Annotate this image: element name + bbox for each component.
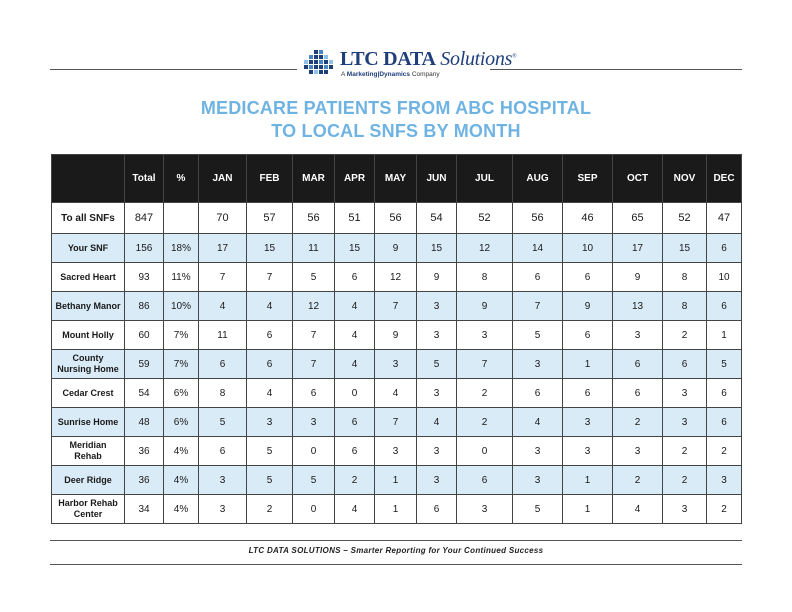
month-cell: 3 bbox=[417, 466, 457, 495]
month-cell: 2 bbox=[663, 321, 707, 350]
month-cell: 0 bbox=[335, 379, 375, 408]
month-cell: 4 bbox=[199, 292, 247, 321]
footer-slogan: Smarter Reporting for Your Continued Success bbox=[350, 546, 544, 555]
logo-tagline-brand: Marketing|Dynamics bbox=[346, 71, 411, 78]
month-cell: 1 bbox=[375, 466, 417, 495]
page-title-line2: TO LOCAL SNFS BY MONTH bbox=[271, 121, 521, 141]
logo-wordmark-bold: LTC DATA bbox=[340, 48, 436, 70]
percent-cell: 11% bbox=[164, 263, 199, 292]
month-cell: 1 bbox=[563, 495, 613, 524]
percent-cell: 4% bbox=[164, 466, 199, 495]
month-cell: 3 bbox=[417, 437, 457, 466]
total-cell: 59 bbox=[125, 350, 164, 379]
month-cell: 3 bbox=[663, 495, 707, 524]
month-cell: 6 bbox=[417, 495, 457, 524]
header-cell: NOV bbox=[663, 155, 707, 203]
month-cell: 6 bbox=[563, 379, 613, 408]
month-cell: 15 bbox=[247, 234, 293, 263]
month-cell: 3 bbox=[375, 350, 417, 379]
logo-mark-icon bbox=[300, 50, 336, 76]
month-cell: 3 bbox=[563, 408, 613, 437]
month-cell: 4 bbox=[375, 379, 417, 408]
month-cell: 12 bbox=[375, 263, 417, 292]
table-row bbox=[52, 466, 742, 495]
month-cell: 5 bbox=[199, 408, 247, 437]
month-cell: 7 bbox=[293, 321, 335, 350]
header-cell: JAN bbox=[199, 155, 247, 203]
facility-name-cell: Bethany Manor bbox=[52, 292, 125, 321]
month-cell: 3 bbox=[417, 379, 457, 408]
percent-cell: 4% bbox=[164, 437, 199, 466]
month-cell: 15 bbox=[335, 234, 375, 263]
facility-name-cell: Sunrise Home bbox=[52, 408, 125, 437]
month-cell: 12 bbox=[293, 292, 335, 321]
month-cell: 6 bbox=[247, 350, 293, 379]
month-cell: 5 bbox=[513, 495, 563, 524]
facility-name-cell: Sacred Heart bbox=[52, 263, 125, 292]
total-cell: 54 bbox=[125, 379, 164, 408]
logo-tagline-suffix: Company bbox=[410, 71, 440, 78]
month-cell: 52 bbox=[663, 203, 707, 234]
table-body bbox=[52, 203, 742, 524]
header-cell: MAY bbox=[375, 155, 417, 203]
header-cell: SEP bbox=[563, 155, 613, 203]
month-cell: 6 bbox=[613, 350, 663, 379]
month-cell: 70 bbox=[199, 203, 247, 234]
percent-cell: 18% bbox=[164, 234, 199, 263]
month-cell: 1 bbox=[563, 466, 613, 495]
logo-tagline-prefix: A bbox=[341, 71, 347, 78]
month-cell: 15 bbox=[417, 234, 457, 263]
month-cell: 65 bbox=[613, 203, 663, 234]
header-cell: APR bbox=[335, 155, 375, 203]
month-cell: 4 bbox=[335, 350, 375, 379]
month-cell: 2 bbox=[707, 495, 742, 524]
month-cell: 2 bbox=[707, 437, 742, 466]
month-cell: 3 bbox=[199, 495, 247, 524]
table-row bbox=[52, 292, 742, 321]
header-cell: AUG bbox=[513, 155, 563, 203]
company-logo bbox=[300, 42, 517, 82]
percent-cell: 7% bbox=[164, 350, 199, 379]
month-cell: 5 bbox=[513, 321, 563, 350]
month-cell: 4 bbox=[247, 292, 293, 321]
month-cell: 8 bbox=[663, 263, 707, 292]
header-cell: FEB bbox=[247, 155, 293, 203]
month-cell: 4 bbox=[513, 408, 563, 437]
table-row bbox=[52, 437, 742, 466]
month-cell: 5 bbox=[293, 263, 335, 292]
total-cell: 34 bbox=[125, 495, 164, 524]
month-cell: 17 bbox=[199, 234, 247, 263]
month-cell: 3 bbox=[417, 292, 457, 321]
month-cell: 6 bbox=[707, 408, 742, 437]
month-cell: 6 bbox=[563, 321, 613, 350]
table-row bbox=[52, 203, 742, 234]
month-cell: 6 bbox=[247, 321, 293, 350]
month-cell: 0 bbox=[293, 495, 335, 524]
patients-table bbox=[51, 154, 742, 524]
table-row bbox=[52, 495, 742, 524]
total-cell: 156 bbox=[125, 234, 164, 263]
month-cell: 3 bbox=[563, 437, 613, 466]
facility-name-cell: Deer Ridge bbox=[52, 466, 125, 495]
table-row bbox=[52, 350, 742, 379]
month-cell: 7 bbox=[293, 350, 335, 379]
header-cell: % bbox=[164, 155, 199, 203]
percent-cell: 10% bbox=[164, 292, 199, 321]
month-cell: 2 bbox=[247, 495, 293, 524]
facility-name-cell: To all SNFs bbox=[52, 203, 125, 234]
footer-rule-bottom bbox=[50, 564, 742, 565]
table-row bbox=[52, 234, 742, 263]
month-cell: 7 bbox=[247, 263, 293, 292]
month-cell: 2 bbox=[457, 379, 513, 408]
month-cell: 5 bbox=[707, 350, 742, 379]
month-cell: 3 bbox=[457, 495, 513, 524]
month-cell: 3 bbox=[247, 408, 293, 437]
month-cell: 4 bbox=[335, 495, 375, 524]
percent-cell: 7% bbox=[164, 321, 199, 350]
month-cell: 13 bbox=[613, 292, 663, 321]
month-cell: 56 bbox=[375, 203, 417, 234]
month-cell: 11 bbox=[199, 321, 247, 350]
month-cell: 6 bbox=[335, 437, 375, 466]
month-cell: 6 bbox=[199, 437, 247, 466]
month-cell: 54 bbox=[417, 203, 457, 234]
month-cell: 14 bbox=[513, 234, 563, 263]
total-cell: 48 bbox=[125, 408, 164, 437]
month-cell: 6 bbox=[707, 292, 742, 321]
month-cell: 6 bbox=[513, 379, 563, 408]
month-cell: 7 bbox=[199, 263, 247, 292]
month-cell: 8 bbox=[199, 379, 247, 408]
month-cell: 4 bbox=[247, 379, 293, 408]
total-cell: 60 bbox=[125, 321, 164, 350]
month-cell: 2 bbox=[613, 408, 663, 437]
header-cell: DEC bbox=[707, 155, 742, 203]
month-cell: 3 bbox=[457, 321, 513, 350]
month-cell: 8 bbox=[663, 292, 707, 321]
month-cell: 9 bbox=[417, 263, 457, 292]
month-cell: 5 bbox=[247, 437, 293, 466]
month-cell: 8 bbox=[457, 263, 513, 292]
facility-name-cell: County Nursing Home bbox=[52, 350, 125, 379]
month-cell: 10 bbox=[563, 234, 613, 263]
month-cell: 3 bbox=[513, 466, 563, 495]
facility-name-cell: Meridian Rehab bbox=[52, 437, 125, 466]
month-cell: 3 bbox=[707, 466, 742, 495]
month-cell: 5 bbox=[247, 466, 293, 495]
month-cell: 17 bbox=[613, 234, 663, 263]
month-cell: 6 bbox=[707, 379, 742, 408]
month-cell: 4 bbox=[613, 495, 663, 524]
footer-rule-top bbox=[50, 540, 742, 541]
month-cell: 6 bbox=[707, 234, 742, 263]
page-title-line1: MEDICARE PATIENTS FROM ABC HOSPITAL bbox=[200, 98, 592, 118]
month-cell: 2 bbox=[613, 466, 663, 495]
header-cell: JUN bbox=[417, 155, 457, 203]
month-cell: 51 bbox=[335, 203, 375, 234]
month-cell: 6 bbox=[457, 466, 513, 495]
month-cell: 3 bbox=[613, 437, 663, 466]
month-cell: 9 bbox=[563, 292, 613, 321]
month-cell: 7 bbox=[457, 350, 513, 379]
month-cell: 3 bbox=[513, 350, 563, 379]
facility-name-cell: Mount Holly bbox=[52, 321, 125, 350]
header-rule-left bbox=[50, 69, 297, 70]
table-header-row bbox=[52, 155, 742, 203]
month-cell: 6 bbox=[335, 408, 375, 437]
month-cell: 1 bbox=[375, 495, 417, 524]
month-cell: 3 bbox=[417, 321, 457, 350]
facility-name-cell: Cedar Crest bbox=[52, 379, 125, 408]
month-cell: 5 bbox=[417, 350, 457, 379]
logo-wordmark bbox=[340, 48, 516, 71]
month-cell: 2 bbox=[335, 466, 375, 495]
month-cell: 7 bbox=[375, 292, 417, 321]
month-cell: 7 bbox=[513, 292, 563, 321]
month-cell: 5 bbox=[293, 466, 335, 495]
facility-name-cell: Harbor Rehab Center bbox=[52, 495, 125, 524]
logo-wordmark-italic: Solutions bbox=[440, 48, 513, 70]
month-cell: 3 bbox=[663, 408, 707, 437]
facility-name-cell: Your SNF bbox=[52, 234, 125, 263]
percent-cell: 6% bbox=[164, 408, 199, 437]
month-cell: 0 bbox=[293, 437, 335, 466]
header-rule-right bbox=[490, 69, 742, 70]
month-cell: 52 bbox=[457, 203, 513, 234]
logo-trademark: ® bbox=[512, 53, 517, 60]
footer-text bbox=[0, 546, 792, 555]
month-cell: 3 bbox=[663, 379, 707, 408]
footer-company: LTC DATA SOLUTIONS bbox=[248, 546, 341, 555]
month-cell: 2 bbox=[663, 437, 707, 466]
month-cell: 7 bbox=[375, 408, 417, 437]
month-cell: 6 bbox=[613, 379, 663, 408]
month-cell: 11 bbox=[293, 234, 335, 263]
month-cell: 3 bbox=[293, 408, 335, 437]
month-cell: 56 bbox=[293, 203, 335, 234]
month-cell: 2 bbox=[663, 466, 707, 495]
total-cell: 93 bbox=[125, 263, 164, 292]
table-row bbox=[52, 408, 742, 437]
percent-cell bbox=[164, 203, 199, 234]
month-cell: 47 bbox=[707, 203, 742, 234]
month-cell: 9 bbox=[375, 234, 417, 263]
header-cell: OCT bbox=[613, 155, 663, 203]
total-cell: 86 bbox=[125, 292, 164, 321]
month-cell: 15 bbox=[663, 234, 707, 263]
month-cell: 3 bbox=[613, 321, 663, 350]
table-row bbox=[52, 321, 742, 350]
header-cell: JUL bbox=[457, 155, 513, 203]
month-cell: 4 bbox=[335, 292, 375, 321]
table-row bbox=[52, 379, 742, 408]
month-cell: 3 bbox=[513, 437, 563, 466]
total-cell: 36 bbox=[125, 437, 164, 466]
month-cell: 6 bbox=[199, 350, 247, 379]
month-cell: 57 bbox=[247, 203, 293, 234]
month-cell: 1 bbox=[563, 350, 613, 379]
month-cell: 6 bbox=[513, 263, 563, 292]
header-cell: Total bbox=[125, 155, 164, 203]
month-cell: 56 bbox=[513, 203, 563, 234]
month-cell: 4 bbox=[417, 408, 457, 437]
month-cell: 2 bbox=[457, 408, 513, 437]
month-cell: 1 bbox=[707, 321, 742, 350]
month-cell: 9 bbox=[613, 263, 663, 292]
month-cell: 9 bbox=[375, 321, 417, 350]
month-cell: 0 bbox=[457, 437, 513, 466]
month-cell: 3 bbox=[199, 466, 247, 495]
month-cell: 6 bbox=[663, 350, 707, 379]
footer-dash: – bbox=[340, 546, 351, 555]
month-cell: 4 bbox=[335, 321, 375, 350]
month-cell: 6 bbox=[563, 263, 613, 292]
logo-tagline bbox=[341, 71, 440, 78]
month-cell: 6 bbox=[293, 379, 335, 408]
total-cell: 36 bbox=[125, 466, 164, 495]
header-cell-corner bbox=[52, 155, 125, 203]
month-cell: 12 bbox=[457, 234, 513, 263]
total-cell: 847 bbox=[125, 203, 164, 234]
month-cell: 6 bbox=[335, 263, 375, 292]
month-cell: 46 bbox=[563, 203, 613, 234]
month-cell: 3 bbox=[375, 437, 417, 466]
month-cell: 10 bbox=[707, 263, 742, 292]
month-cell: 9 bbox=[457, 292, 513, 321]
percent-cell: 6% bbox=[164, 379, 199, 408]
percent-cell: 4% bbox=[164, 495, 199, 524]
table-row bbox=[52, 263, 742, 292]
header-cell: MAR bbox=[293, 155, 335, 203]
